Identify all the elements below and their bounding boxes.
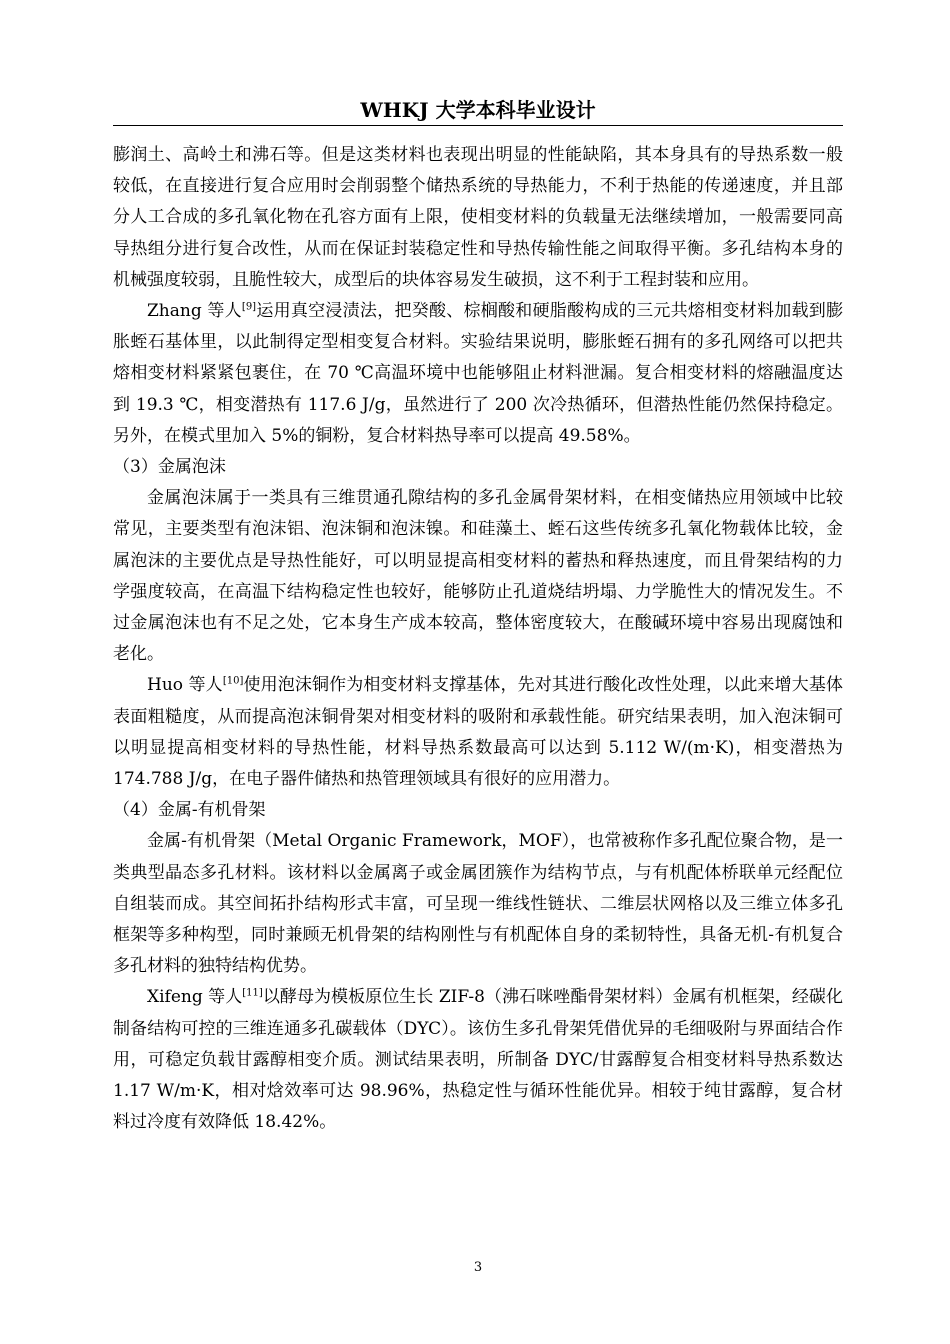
paragraph-xifeng <box>113 982 843 1138</box>
paragraph-text: 运用真空浸渍法，把癸酸、棕榈酸和硬脂酸构成的三元共熔相变材料加载到膨胀蛭石基体里，以此制得定型相变复合材料。实验结果说明，膨胀蛭石拥有的多孔网络可以把共熔相变材料紧紧包裹住，在 70 ℃高温环境中也能够阻止材料泄漏。复合相变材料的熔融温度达到 19.3 ℃，相变潜热有 117.6 J/g，虽然进行了 200 次冷热循环，但潜热性能仍然保持稳定。另外，在模式里加入 5%的铜粉，复合材料热导率可以提高 49.58%。 <box>113 301 843 446</box>
body-text <box>113 140 843 1139</box>
section-heading-metal-foam <box>113 452 843 483</box>
paragraph-metal-foam <box>113 483 843 670</box>
header-rule <box>113 125 843 126</box>
citation-ref: [11] <box>242 987 263 999</box>
paragraph-text: 使用泡沫铜作为相变材料支撑基体，先对其进行酸化改性处理，以此来增大基体表面粗糙度，从而提高泡沫铜骨架对相变材料的吸附和承载性能。研究结果表明，加入泡沫铜可以明显提高相变材料的导热性能，材料导热系数最高可以达到 5.112 W/(m·K)，相变潜热为 174.788 J/g，在电子器件储热和热管理领域具有很好的应用潜力。 <box>113 675 843 790</box>
citation-ref: [10] <box>222 675 244 687</box>
paragraph-text: 金属-有机骨架（Metal Organic Framework，MOF），也常被称作多孔配位聚合物，是一类典型晶态多孔材料。该材料以金属离子或金属团簇作为结构节点，与有机配体桥联单元经配位自组装而成。其空间拓扑结构形式丰富，可呈现一维线性链状、二维层状网格以及三维立体多孔框架等多种构型，同时兼顾无机骨架的结构刚性与有机配体自身的柔韧特性，具备无机-有机复合多孔材料的独特结构优势。 <box>113 831 843 977</box>
heading-text: （4）金属-有机骨架 <box>113 800 266 821</box>
citation-ref: [9] <box>241 301 257 313</box>
page-number: 3 <box>473 1260 483 1275</box>
author-text: Xifeng 等人 <box>147 987 243 1008</box>
paragraph-text: 以酵母为模板原位生长 ZIF-8（沸石咪唑酯骨架材料）金属有机框架，经碳化制备结构可控的三维连通多孔碳载体（DYC）。该仿生多孔骨架凭借优异的毛细吸附与界面结合作用，可稳定负载甘露醇相变介质。测试结果表明，所制备 DYC/甘露醇复合相变材料导热系数达 1.17 W/m·K，相对焓效率可达 98.96%，热稳定性与循环性能优异。相较于纯甘露醇，复合材料过冷度有效降低 18.42%。 <box>113 987 843 1133</box>
paragraph-mof <box>113 826 843 982</box>
paragraph-huo <box>113 670 843 795</box>
author-text: Huo 等人 <box>147 675 223 696</box>
paragraph-text: 金属泡沫属于一类具有三维贯通孔隙结构的多孔金属骨架材料，在相变储热应用领域中比较常见，主要类型有泡沫铝、泡沫铜和泡沫镍。和硅藻土、蛭石这些传统多孔氧化物载体比较，金属泡沫的主要优点是导热性能好，可以明显提高相变材料的蓄热和释热速度，而且骨架结构的力学强度较高，在高温下结构稳定性也较好，能够防止孔道烧结坍塌、力学脆性大的情况发生。不过金属泡沫也有不足之处，它本身生产成本较高，整体密度较大，在酸碱环境中容易出现腐蚀和老化。 <box>113 488 843 665</box>
heading-text: （3）金属泡沫 <box>113 457 226 478</box>
section-heading-mof <box>113 795 843 826</box>
paragraph-zhang <box>113 296 843 452</box>
page-header-title: WHKJ 大学本科毕业设计 <box>360 98 596 122</box>
paragraph-text: 膨润土、高岭土和沸石等。但是这类材料也表现出明显的性能缺陷，其本身具有的导热系数一般较低，在直接进行复合应用时会削弱整个储热系统的导热能力，不利于热能的传递速度，并且部分人工合成的多孔氧化物在孔容方面有上限，使相变材料的负载量无法继续增加，一般需要同高导热组分进行复合改性，从而在保证封装稳定性和导热传输性能之间取得平衡。多孔结构本身的机械强度较弱，且脆性较大，成型后的块体容易发生破损，这不利于工程封装和应用。 <box>113 145 843 290</box>
author-text: Zhang 等人 <box>147 301 242 322</box>
paragraph-continuation <box>113 140 843 296</box>
